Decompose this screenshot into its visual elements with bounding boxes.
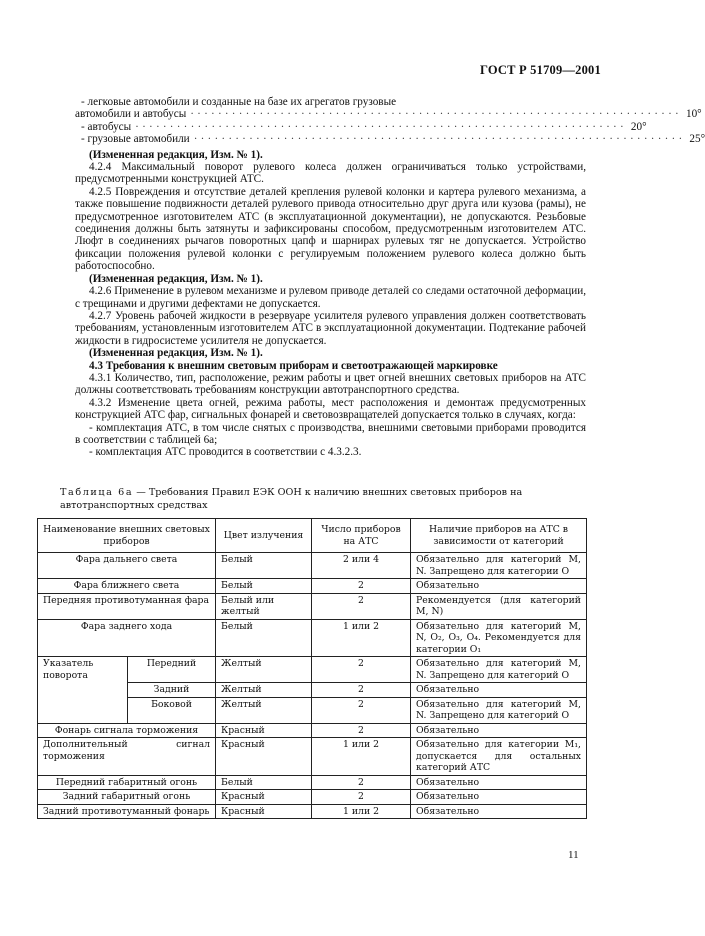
cell-count: 2 <box>312 683 411 698</box>
table-row <box>38 553 587 579</box>
cell-count: 2 <box>312 775 411 790</box>
paragraph-4-3-1: 4.3.1 Количество, тип, расположение, режим работы и цвет огней внешних световых приборов на АТС должны соответствовать требованиям конструкции автотранспортного средства. <box>75 371 586 397</box>
lighting-requirements-table <box>37 518 587 819</box>
cell-requirement: Обязательно для категорий М, N. Запрещено для категорий О <box>411 657 587 683</box>
table-row <box>38 619 587 657</box>
table-row <box>38 804 587 819</box>
cell-count: 1 или 2 <box>312 619 411 657</box>
intro-line: - легковые автомобили и созданные на базе их агрегатов грузовые <box>81 96 397 108</box>
col-header-requirement: Наличие приборов на АТС в зависимости от категорий <box>411 519 587 553</box>
col-header-color: Цвет излучения <box>216 519 312 553</box>
cell-device: Фара заднего хода <box>38 619 216 657</box>
cell-color: Красный <box>216 723 312 738</box>
cell-device-sub: Передний <box>128 657 216 683</box>
cell-color: Белый <box>216 579 312 594</box>
revision-note: (Измененная редакция, Изм. № 1). <box>89 347 263 360</box>
cell-device: Дополнительный сигнал торможения <box>38 738 216 776</box>
cell-count: 2 <box>312 657 411 683</box>
cell-count: 2 <box>312 723 411 738</box>
cell-color: Красный <box>216 804 312 819</box>
cell-requirement: Обязательно <box>411 723 587 738</box>
table-row <box>38 775 587 790</box>
table-caption-text: — Требования Правил ЕЭК ООН к наличию внешних световых приборов на автотранспортных средствах <box>60 487 523 511</box>
body-text <box>75 96 705 459</box>
paragraph-4-2-7: 4.2.7 Уровень рабочей жидкости в резервуаре усилителя рулевого управления должен соответствовать требованиям, установленным изготовителем АТС в эксплуатационной документации. Подтекание рабочей жидкости в гидросистеме усилителя не допускается. <box>75 309 586 347</box>
col-header-name: Наименование внешних световых приборов <box>38 519 216 553</box>
intro-line: автомобили и автобусы ······································································· 10° <box>75 108 702 121</box>
section-heading-4-3: 4.3 Требования к внешним световым приборам и светоотражающей маркировке <box>89 359 498 372</box>
cell-count: 2 <box>312 790 411 805</box>
cell-requirement: Обязательно для категории М₁, допускается для остальных категорий АТС <box>411 738 587 776</box>
cell-count: 1 или 2 <box>312 804 411 819</box>
bullet-item: - комплектация АТС проводится в соответствии с 4.3.2.3. <box>89 446 362 459</box>
page-number: 11 <box>568 849 579 861</box>
cell-device: Передняя противотуманная фара <box>38 593 216 619</box>
cell-requirement: Обязательно для категорий М, N, О₂, О₃, О₄. Рекомендуется для категории О₁ <box>411 619 587 657</box>
cell-color: Желтый <box>216 657 312 683</box>
cell-device: Фара дальнего света <box>38 553 216 579</box>
table-caption-label: Таблица 6а <box>60 487 134 498</box>
revision-note: (Измененная редакция, Изм. № 1). <box>89 272 263 285</box>
cell-device: Фонарь сигнала торможения <box>38 723 216 738</box>
cell-requirement: Обязательно <box>411 775 587 790</box>
cell-requirement: Обязательно <box>411 804 587 819</box>
cell-device-group: Указатель поворота <box>38 657 128 724</box>
revision-note: (Измененная редакция, Изм. № 1). <box>89 148 263 161</box>
cell-color: Желтый <box>216 683 312 698</box>
cell-device-sub: Задний <box>128 683 216 698</box>
cell-device: Передний габаритный огонь <box>38 775 216 790</box>
cell-count: 2 <box>312 697 411 723</box>
col-header-count: Число приборов на АТС <box>312 519 411 553</box>
table-row <box>38 593 587 619</box>
cell-requirement: Обязательно для категорий М, N. Запрещено для категорий О <box>411 697 587 723</box>
cell-color: Красный <box>216 790 312 805</box>
cell-count: 1 или 2 <box>312 738 411 776</box>
intro-line: - автобусы ······································································· 20° <box>81 120 647 133</box>
cell-color: Белый <box>216 775 312 790</box>
cell-device: Задний противотуманный фонарь <box>38 804 216 819</box>
table-row <box>38 657 587 683</box>
cell-requirement: Обязательно <box>411 579 587 594</box>
cell-device: Задний габаритный огонь <box>38 790 216 805</box>
paragraph-4-2-5: 4.2.5 Повреждения и отсутствие деталей крепления рулевой колонки и картера рулевого механизма, а также повышение подвижности деталей рулевого привода относительно друг друга или кузова (рамы), не предусмотренное изготовителем АТС (в эксплуатационной документации), не допускаются. Резьбовые соединения должны быть затянуты и зафиксированы способом, предусмотренным изготовителем АТС. Люфт в соединениях рычагов поворотных цапф и шарнирах рулевых тяг не допускается. Устройство фиксации положения рулевой колонки с регулируемым положением рулевого колеса должно быть работоспособно. <box>75 185 586 273</box>
cell-color: Желтый <box>216 697 312 723</box>
table-row <box>38 579 587 594</box>
cell-color: Белый или желтый <box>216 593 312 619</box>
cell-device-sub: Боковой <box>128 697 216 723</box>
cell-requirement: Обязательно <box>411 683 587 698</box>
cell-count: 2 <box>312 593 411 619</box>
cell-device: Фара ближнего света <box>38 579 216 594</box>
table-caption <box>60 486 590 512</box>
paragraph-4-2-4: 4.2.4 Максимальный поворот рулевого колеса должен ограничиваться только устройствами, предусмотренными конструкцией АТС. <box>75 161 586 186</box>
cell-requirement: Рекомендуется (для категорий М, N) <box>411 593 587 619</box>
cell-color: Белый <box>216 619 312 657</box>
cell-requirement: Обязательно для категорий М, N. Запрещено для категории О <box>411 553 587 579</box>
cell-count: 2 или 4 <box>312 553 411 579</box>
document-code-header: ГОСТ Р 51709—2001 <box>480 63 601 77</box>
cell-requirement: Обязательно <box>411 790 587 805</box>
cell-count: 2 <box>312 579 411 594</box>
cell-color: Красный <box>216 738 312 776</box>
bullet-item: - комплектация АТС, в том числе снятых с производства, внешними световыми приборами проводится в соответствии с таблицей 6а; <box>75 421 586 446</box>
paragraph-4-2-6: 4.2.6 Применение в рулевом механизме и рулевом приводе деталей со следами остаточной деформации, с трещинами и другими дефектами не допускается. <box>75 285 586 310</box>
table-row <box>38 723 587 738</box>
table-header-row <box>38 519 587 553</box>
paragraph-4-3-2: 4.3.2 Изменение цвета огней, режима работы, мест расположения и демонтаж предусмотренных конструкцией АТС фар, сигнальных фонарей и световозвращателей допускается только в случаях, когда: <box>75 396 586 422</box>
cell-color: Белый <box>216 553 312 579</box>
table-row <box>38 738 587 776</box>
intro-line: - грузовые автомобили ······································································· 25° <box>81 133 705 146</box>
table-row <box>38 790 587 805</box>
